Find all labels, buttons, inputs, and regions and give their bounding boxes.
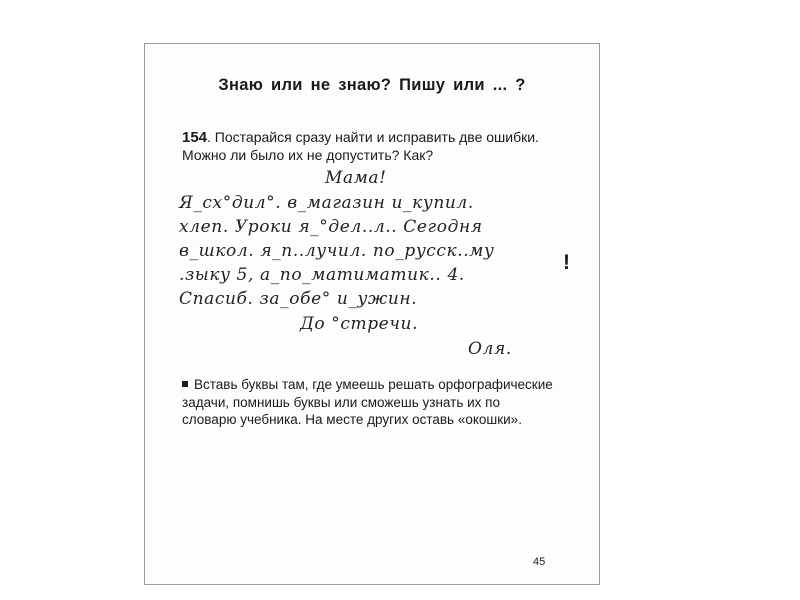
bullet-square-icon [182,381,188,387]
margin-exclamation: ! [563,251,570,274]
textbook-page [144,43,600,585]
letter-line-2: хлеп. Уроки я_°дел..л.. Сегодня [179,217,483,237]
letter-greeting: Мама! [325,168,387,188]
letter-line-4: .зыку 5, а_по_матиматик.. 4. [179,265,465,285]
letter-line-1: Я_сх°дил°. в_магазин и_купил. [179,193,474,213]
letter-line-3: в_школ. я_п..лучил. по_русск..му [179,241,495,261]
exercise-text: Вставь буквы там, где умеешь решать орфографические задачи, помнишь буквы или сможешь узнать их по словарю учебника. На месте других оставь «окошки». [182,377,553,427]
task-154 [182,129,552,164]
page-heading: Знаю или не знаю? Пишу или ... ? [218,76,526,94]
letter-signature: Оля. [468,339,512,359]
letter-line-5: Спасиб. за_обе° и_ужин. [179,289,418,309]
letter-closing: До °стречи. [300,314,419,334]
task-number: 154 [182,129,208,146]
task-text: . Постарайся сразу найти и исправить две ошибки. Можно ли было их не допустить? Как? [182,129,539,163]
exercise-instruction [182,376,558,429]
page-number: 45 [533,556,546,568]
